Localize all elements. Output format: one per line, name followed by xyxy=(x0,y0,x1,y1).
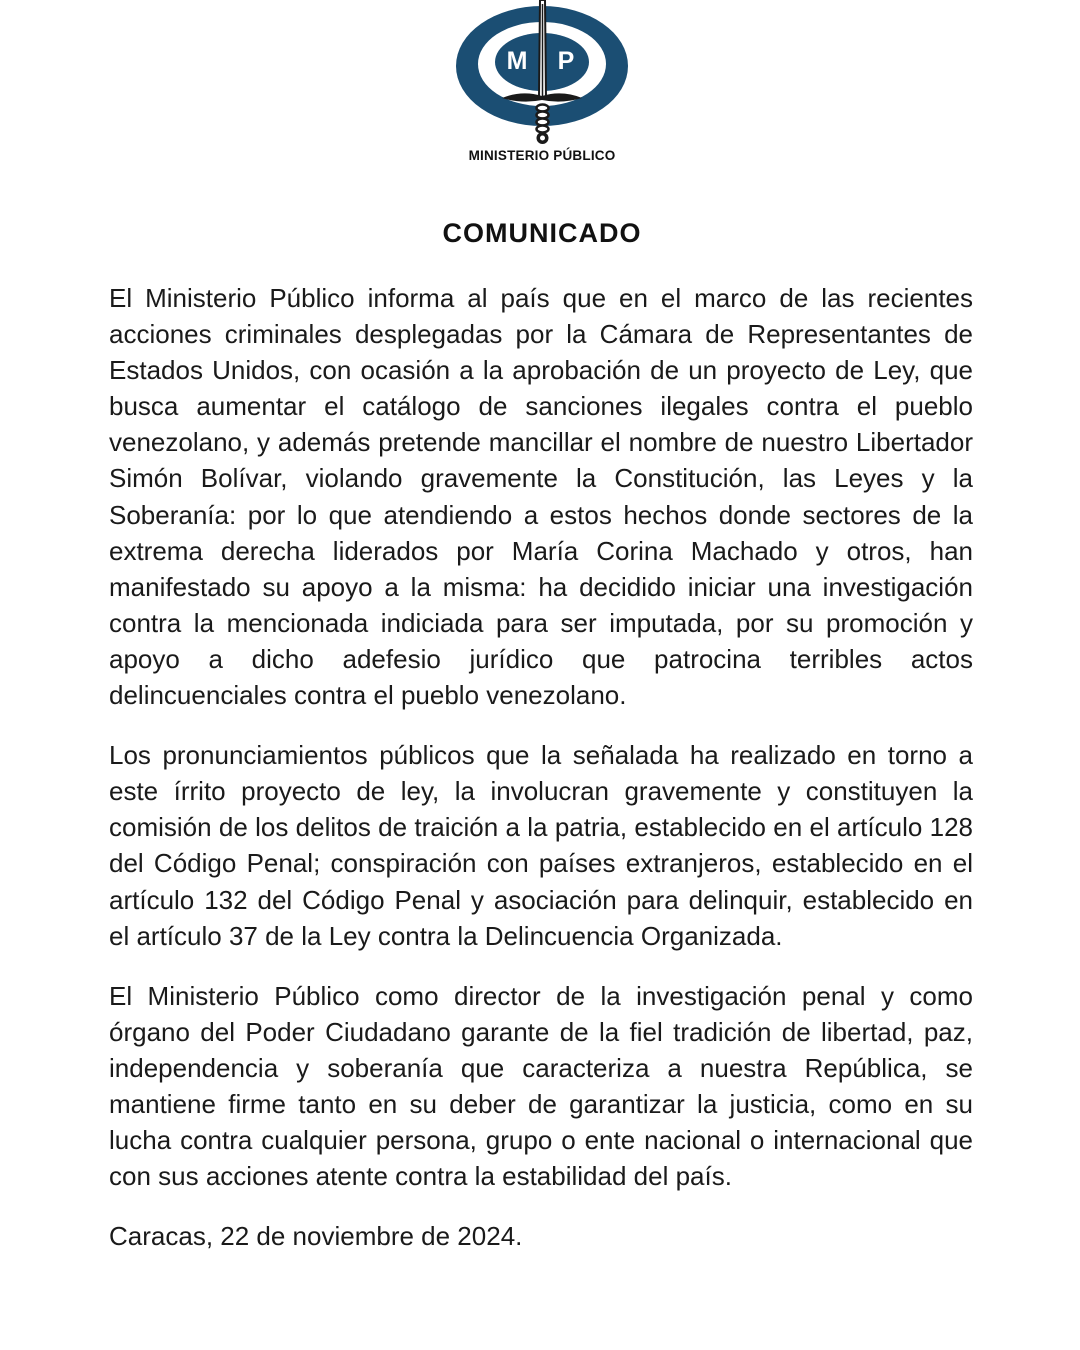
svg-text:M: M xyxy=(506,47,528,75)
paragraph: El Ministerio Público informa al país que en el marco de las recientes acciones criminales desplegadas por la Cámara de Representantes de Estados Unidos, con ocasión a la aprobación de un proyecto de Ley, que busca aumentar el catálogo de sanciones ilegales contra el pueblo venezolano, y además pretende mancillar el nombre de nuestro Libertador Simón Bolívar, violando gravemente la Constitución, las Leyes y la Soberanía: por lo que atendiendo a estos hechos donde sectores de la extrema derecha liderados por María Corina Machado y otros, han manifestado su apoyo a la misma: ha decidido iniciar una investigación contra la mencionada indiciada para ser imputada, por su promoción y apoyo a dicho adefesio jurídico que patrocina terribles actos delincuenciales contra el pueblo venezolano. xyxy=(109,283,973,711)
paragraph: El Ministerio Público como director de la investigación penal y como órgano del Poder Ciudadano garante de la fiel tradición de libertad, paz, independencia y soberanía que caracteriza a nuestra República, se mantiene firme tanto en su deber de garantizar la justicia, como en su lucha contra cualquier persona, grupo o ente nacional o internacional que con sus acciones atente contra la estabilidad del país. xyxy=(109,980,973,1192)
document-header xyxy=(0,0,1080,180)
paragraph: Los pronunciamientos públicos que la señalada ha realizado en torno a este írrito proyecto de ley, la involucran gravemente y constituyen la comisión de los delitos de traición a la patria, establecido en el artículo 128 del Código Penal; conspiración con países extranjeros, establecido en el artículo 132 del Código Penal y asociación para delinquir, establecido en el artículo 37 de la Ley contra la Delincuencia Organizada. xyxy=(109,740,973,951)
organization-name: MINISTERIO PÚBLICO xyxy=(468,148,616,163)
document-body xyxy=(109,280,973,1254)
place-and-date: Caracas, 22 de noviembre de 2024. xyxy=(109,1221,523,1252)
svg-text:P: P xyxy=(557,47,575,75)
ministerio-publico-logo xyxy=(450,0,635,150)
document-title: COMUNICADO xyxy=(442,218,642,248)
